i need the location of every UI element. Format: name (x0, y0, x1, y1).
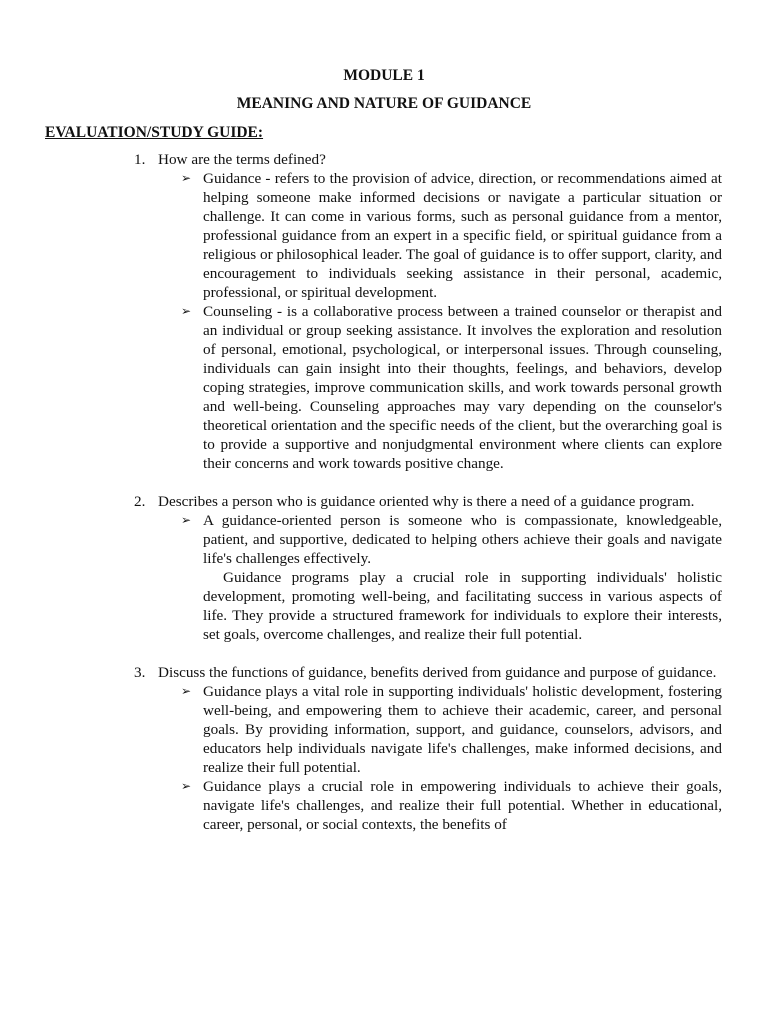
answer-bullet (181, 511, 722, 568)
bullet-text: Guidance - refers to the provision of advice, direction, or recommendations aimed at helping someone make informed decisions or navigate a particular situation or challenge. It can come in various forms, such as personal guidance from a mentor, professional guidance from an expert in a specific field, or spiritual guidance from a religious or philosophical leader. The goal of guidance is to offer support, clarity, and encouragement to individuals seeking assistance in their personal, academic, professional, or spiritual development. (203, 170, 722, 301)
question-number: 3. (134, 664, 146, 681)
answer-bullet (181, 302, 722, 473)
question-2 (134, 492, 722, 511)
answer-bullet (181, 682, 722, 777)
question-text: How are the terms defined? (158, 151, 326, 168)
question-number: 2. (134, 493, 146, 510)
bullet-text: Counseling - is a collaborative process between a trained counselor or therapist and an individual or group seeking assistance. It involves the exploration and resolution of personal, emotional, psychological, or interpersonal issues. Through counseling, individuals can gain insight into their thoughts, feelings, and behaviors, develop coping strategies, improve communication skills, and work towards personal growth and well-being. Counseling approaches may vary depending on the counselor's theoretical orientation and the specific needs of the client, but the overarching goal is to provide a supportive and nonjudgmental environment where clients can explore their concerns and work towards positive change. (203, 303, 722, 472)
spacer (0, 644, 768, 663)
question-3 (134, 663, 722, 682)
section-heading: EVALUATION/STUDY GUIDE: (45, 124, 264, 141)
question-1 (134, 150, 722, 169)
answer-bullet (181, 169, 722, 302)
bullet-text: A guidance-oriented person is someone who is compassionate, knowledgeable, patient, and supportive, dedicated to helping others achieve their goals and navigate life's challenges effectively. (203, 512, 722, 567)
bullet-text: Guidance plays a vital role in supporting individuals' holistic development, fostering well-being, and empowering them to achieve their academic, career, and personal goals. By providing information, support, and guidance, counselors, advisors, and educators help individuals navigate life's challenges, make informed decisions, and realize their full potential. (203, 683, 722, 776)
question-text: Describes a person who is guidance oriented why is there a need of a guidance program. (158, 493, 695, 510)
arrow-bullet-icon: ➢ (181, 684, 192, 698)
spacer (0, 473, 768, 492)
arrow-bullet-icon: ➢ (181, 513, 192, 527)
question-text: Discuss the functions of guidance, benefits derived from guidance and purpose of guidance. (158, 664, 717, 681)
arrow-bullet-icon: ➢ (181, 304, 192, 318)
study-guide-content (0, 150, 768, 834)
module-subtitle: MEANING AND NATURE OF GUIDANCE (236, 95, 532, 112)
arrow-bullet-icon: ➢ (181, 779, 192, 793)
arrow-bullet-icon: ➢ (181, 171, 192, 185)
answer-paragraph: Guidance programs play a crucial role in supporting individuals' holistic development, promoting well-being, and facilitating success in various aspects of life. They provide a structured framework for individuals to explore their interests, set goals, overcome challenges, and realize their full potential. (203, 569, 722, 643)
bullet-text: Guidance plays a crucial role in empowering individuals to achieve their goals, navigate life's challenges, and realize their full potential. Whether in educational, career, personal, or social contexts, the benefits of (203, 778, 722, 833)
answer-bullet (181, 777, 722, 834)
question-number: 1. (134, 151, 146, 168)
module-title: MODULE 1 (343, 67, 425, 84)
